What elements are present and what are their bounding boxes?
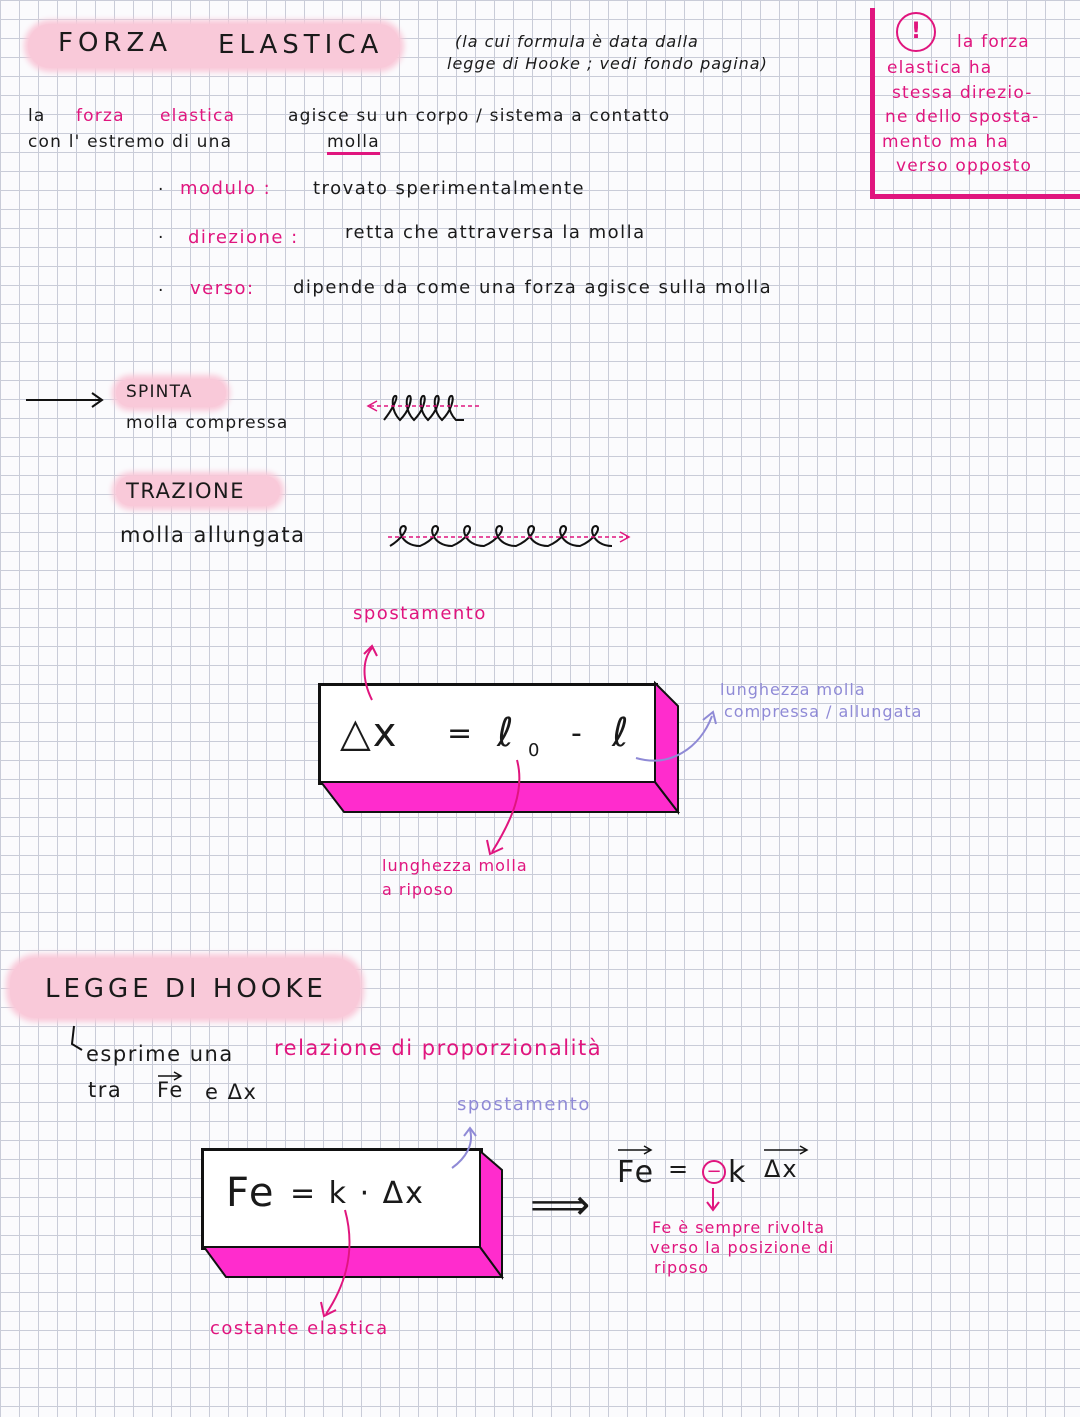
l-symbol: ℓ [612, 710, 631, 756]
length-compressed-line1: lunghezza molla [720, 680, 866, 699]
trazione-caption: molla allungata [120, 523, 306, 547]
spinta-label: SPINTA [126, 382, 193, 402]
vector-fe: Fe [617, 1155, 656, 1190]
title-note-line1: (la cui formula è data dalla [455, 32, 699, 51]
vector-dx: Δx [764, 1155, 799, 1183]
hooke-desc-a: esprime una [86, 1042, 234, 1066]
intro-line2: con l' estremo di una [28, 132, 233, 152]
warning-line-1: la forza [957, 32, 1030, 52]
compressed-spring-icon [384, 396, 464, 420]
displacement-box-depth [321, 782, 678, 812]
hooke-fe: Fe [226, 1170, 276, 1216]
hooke-constant-label: costante elastica [210, 1318, 389, 1339]
spinta-pointer-arrow [26, 393, 102, 407]
vector-note-line3: riposo [654, 1258, 710, 1277]
length-compressed-line2: compressa / allungata [724, 702, 923, 721]
trazione-label: TRAZIONE [126, 479, 246, 503]
spinta-caption: molla compressa [126, 413, 289, 433]
minus-note-arrow [707, 1188, 719, 1210]
property-value-verso: dipende da come una forza agisce sulla molla [293, 277, 773, 298]
warning-line-5: mento ma ha [882, 132, 1010, 152]
property-value-direzione: retta che attraversa la molla [345, 222, 646, 243]
vector-note-line1: Fe è sempre rivolta [652, 1218, 826, 1237]
title-word-forza: FORZA [58, 28, 173, 58]
title-word-elastica: ELASTICA [218, 30, 384, 60]
bullet-2: · [158, 228, 165, 248]
property-label-verso: verso: [190, 278, 255, 299]
bullet-1: · [158, 180, 165, 200]
stretched-spring-icon [390, 526, 612, 546]
exclamation-circle-icon: ! [896, 12, 936, 52]
hooke-desc-b: relazione di proporzionalità [274, 1036, 603, 1060]
hooke-desc-fe: Fe [157, 1078, 184, 1102]
title-note-line2: legge di Hooke ; vedi fondo pagina) [447, 54, 768, 73]
intro-word-elastica: elastica [160, 106, 236, 126]
vector-dx-arrow [764, 1146, 807, 1154]
hooke-hook-arrow [72, 1026, 82, 1050]
intro-word-molla: molla [327, 132, 380, 155]
vector-note-line2: verso la posizione di [650, 1238, 835, 1257]
hooke-desc-tra: tra [88, 1078, 123, 1102]
intro-word-forza: forza [76, 106, 125, 126]
hooke-desc-delta-x: e Δx [205, 1080, 258, 1104]
length-rest-line2: a riposo [382, 880, 454, 899]
property-value-modulo: trovato sperimentalmente [313, 178, 586, 199]
warning-line-3: stessa direzio- [892, 83, 1033, 103]
property-label-modulo: modulo : [180, 178, 272, 199]
implies-arrow: ⟹ [530, 1180, 593, 1229]
spostamento-label: spostamento [353, 603, 487, 624]
hooke-box-depth [204, 1247, 502, 1277]
vector-minus-circled: − [702, 1160, 726, 1184]
l0-symbol: ℓ [497, 710, 516, 756]
vector-eq: = [668, 1155, 691, 1183]
delta-x: △x [340, 710, 399, 756]
desc-fe-vector-arrow [158, 1072, 181, 1080]
length-rest-line1: lunghezza molla [382, 856, 528, 875]
hooke-formula-rest: = k · Δx [290, 1176, 425, 1211]
warning-line-6: verso opposto [896, 156, 1033, 176]
warning-line-2: elastica ha [887, 58, 993, 78]
minus-sign-1: - [571, 716, 584, 751]
hooke-spostamento-label: spostamento [457, 1094, 591, 1115]
spostamento-arrow [364, 646, 377, 700]
property-label-direzione: direzione : [188, 227, 299, 248]
eq-sign-1: = [447, 716, 475, 751]
bullet-3: · [158, 281, 165, 301]
vector-fe-arrow [618, 1146, 651, 1154]
intro-word-la: la [28, 106, 46, 126]
hooke-title: LEGGE DI HOOKE [45, 974, 327, 1004]
hooke-spostamento-arrow [452, 1128, 476, 1168]
vector-k: k [728, 1155, 748, 1190]
l0-subscript: 0 [528, 740, 541, 761]
warning-line-4: ne dello sposta- [885, 107, 1040, 127]
intro-line1-rest: agisce su un corpo / sistema a contatto [288, 106, 671, 126]
